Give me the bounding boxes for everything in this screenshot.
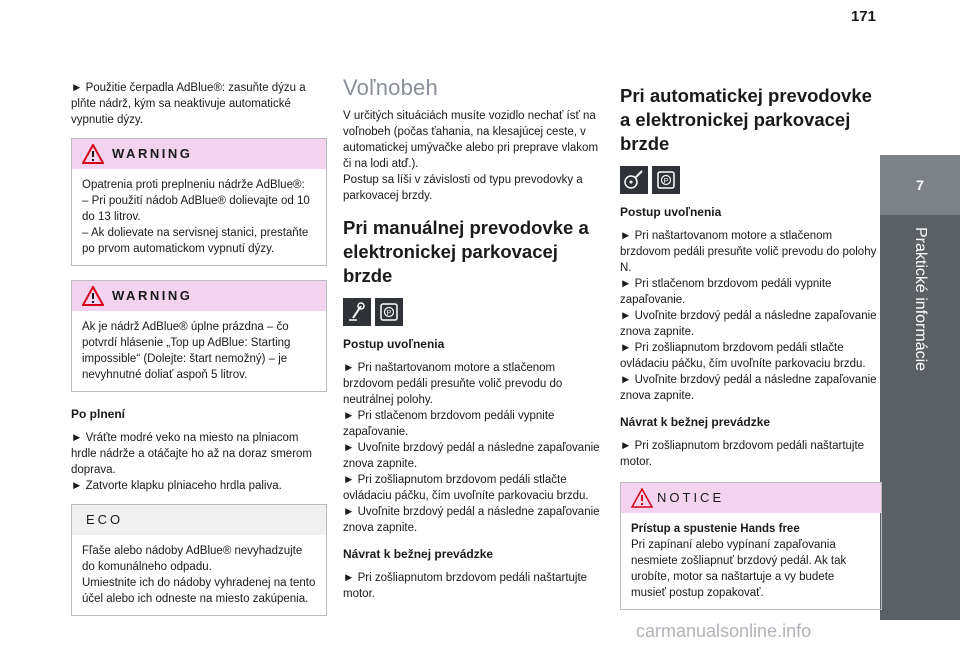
eco-title: ECO bbox=[86, 512, 124, 527]
warning-title: WARNING bbox=[112, 288, 193, 303]
release-step: ► Pri zošliapnutom brzdovom pedáli stlačte ovládaciu páčku, čím uvoľníte parkovaciu brzdu. bbox=[620, 342, 866, 370]
parking-brake-icon bbox=[375, 298, 403, 326]
chapter-side-tab bbox=[880, 155, 960, 620]
warning-header bbox=[72, 139, 326, 169]
return-normal-heading: Návrat k bežnej prevádzke bbox=[343, 547, 494, 561]
warning-header bbox=[72, 281, 326, 311]
after-fill-heading: Po plnení bbox=[71, 407, 125, 421]
parking-brake-icon bbox=[652, 166, 680, 194]
release-procedure-heading: Postup uvoľnenia bbox=[343, 337, 445, 351]
chapter-title: Praktické informácie bbox=[912, 227, 929, 372]
eco-line: Umiestnite ich do nádoby vyhradenej na tento účel alebo ich odneste na miesto zakúpenia. bbox=[82, 577, 316, 605]
notice-title: NOTICE bbox=[657, 490, 725, 505]
after-fill-step: ► Vráťte modré veko na miesto na plniacom hrdle nádrže a otáčajte ho až na doraz smerom doprava. bbox=[71, 432, 312, 476]
release-step: ► Pri naštartovanom motore a stlačenom brzdovom pedáli presuňte volič prevodu do polohy N. bbox=[620, 230, 877, 274]
automatic-gear-icon bbox=[620, 166, 648, 194]
eco-box bbox=[71, 504, 327, 616]
svg-text:P: P bbox=[663, 178, 669, 185]
release-step: ► Pri zošliapnutom brzdovom pedáli stlačte ovládaciu páčku, čím uvoľníte parkovaciu brzdu. bbox=[343, 474, 589, 502]
return-normal-step: ► Pri zošliapnutom brzdovom pedáli naštartujte motor. bbox=[343, 572, 588, 600]
release-step: ► Uvoľnite brzdový pedál a následne zapaľovanie znova zapnite. bbox=[620, 310, 877, 338]
eco-line: Fľaše alebo nádoby AdBlue® nevyhadzujte do komunálneho odpadu. bbox=[82, 545, 303, 573]
chapter-title-container bbox=[880, 217, 960, 617]
warning-line: Opatrenia proti preplneniu nádrže AdBlue®: bbox=[82, 179, 305, 191]
release-step: ► Pri stlačenom brzdovom pedáli vypnite zapaľovanie. bbox=[343, 410, 555, 438]
release-step: ► Uvoľnite brzdový pedál a následne zapaľovanie znova zapnite. bbox=[620, 374, 877, 402]
notice-heading: Prístup a spustenie Hands free bbox=[631, 523, 800, 535]
warning-triangle-icon bbox=[82, 286, 104, 306]
warning-box-empty-tank bbox=[71, 280, 327, 392]
notice-triangle-icon bbox=[631, 488, 653, 508]
return-normal-step: ► Pri zošliapnutom brzdovom pedáli naštartujte motor. bbox=[620, 440, 865, 468]
release-step: ► Uvoľnite brzdový pedál a následne zapaľovanie znova zapnite. bbox=[343, 442, 600, 470]
release-step: ► Pri stlačenom brzdovom pedáli vypnite zapaľovanie. bbox=[620, 278, 832, 306]
column-2 bbox=[343, 75, 603, 602]
neutral-intro-line: V určitých situáciách musíte vozidlo nechať ísť na voľnobeh (počas ťahania, na klesajúcej ceste, v automatickej umývačke alebo pri preprave vlakom či na lodi atď.). bbox=[343, 110, 599, 170]
notice-box bbox=[620, 482, 882, 610]
watermark: carmanualsonline.info bbox=[636, 621, 812, 641]
warning-line: – Pri použití nádob AdBlue® dolievajte od 10 do 13 litrov. bbox=[82, 195, 310, 223]
chapter-number: 7 bbox=[880, 155, 960, 215]
eco-header bbox=[72, 505, 326, 535]
warning-line: – Ak dolievate na servisnej stanici, prestaňte po prvom automatickom vypnutí dýzy. bbox=[82, 227, 309, 255]
release-procedure-heading: Postup uvoľnenia bbox=[620, 205, 722, 219]
pictogram-row bbox=[620, 166, 882, 194]
warning-box-overfill bbox=[71, 138, 327, 266]
warning-title: WARNING bbox=[112, 146, 193, 161]
neutral-intro-line: Postup sa líši v závislosti od typu prevodovky a parkovacej brzdy. bbox=[343, 174, 583, 202]
after-fill-step: ► Zatvorte klapku plniaceho hrdla paliva. bbox=[71, 480, 282, 492]
release-step: ► Pri naštartovanom motore a stlačenom brzdovom pedáli presuňte volič prevodu do neutrálnej polohy. bbox=[343, 362, 563, 406]
return-normal-heading: Návrat k bežnej prevádzke bbox=[620, 415, 771, 429]
warning-triangle-icon bbox=[82, 144, 104, 164]
notice-text: Pri zapínaní alebo vypínaní zapaľovania nesmiete zošliapnuť brzdový pedál. Ak tak urobíte, motor sa naštartuje a vy budete musieť postup zopakovať. bbox=[631, 539, 847, 599]
section-title-neutral: Voľnobeh bbox=[343, 75, 438, 100]
page-number: 171 bbox=[850, 8, 876, 25]
column-1 bbox=[71, 80, 327, 630]
warning-text: Ak je nádrž AdBlue® úplne prázdna – čo potvrdí hlásenie „Top up AdBlue: Starting impossible“ (Dolejte: štart nemožný) – je nevyhnutné doliať aspoň 5 litrov. bbox=[82, 321, 291, 381]
pictogram-row bbox=[343, 298, 603, 326]
notice-header bbox=[621, 483, 881, 513]
adblue-pump-instruction: ► Použitie čerpadla AdBlue®: zasuňte dýzu a plňte nádrž, kým sa neaktivuje automatické vypnutie dýzy. bbox=[71, 82, 306, 126]
column-3 bbox=[620, 80, 882, 624]
svg-text:P: P bbox=[386, 310, 392, 317]
gear-lever-icon bbox=[343, 298, 371, 326]
manual-gearbox-heading: Pri manuálnej prevodovke a elektronickej parkovacej brzde bbox=[343, 217, 589, 286]
release-step: ► Uvoľnite brzdový pedál a následne zapaľovanie znova zapnite. bbox=[343, 506, 600, 534]
automatic-gearbox-heading: Pri automatickej prevodovke a elektronickej parkovacej brzde bbox=[620, 85, 872, 154]
